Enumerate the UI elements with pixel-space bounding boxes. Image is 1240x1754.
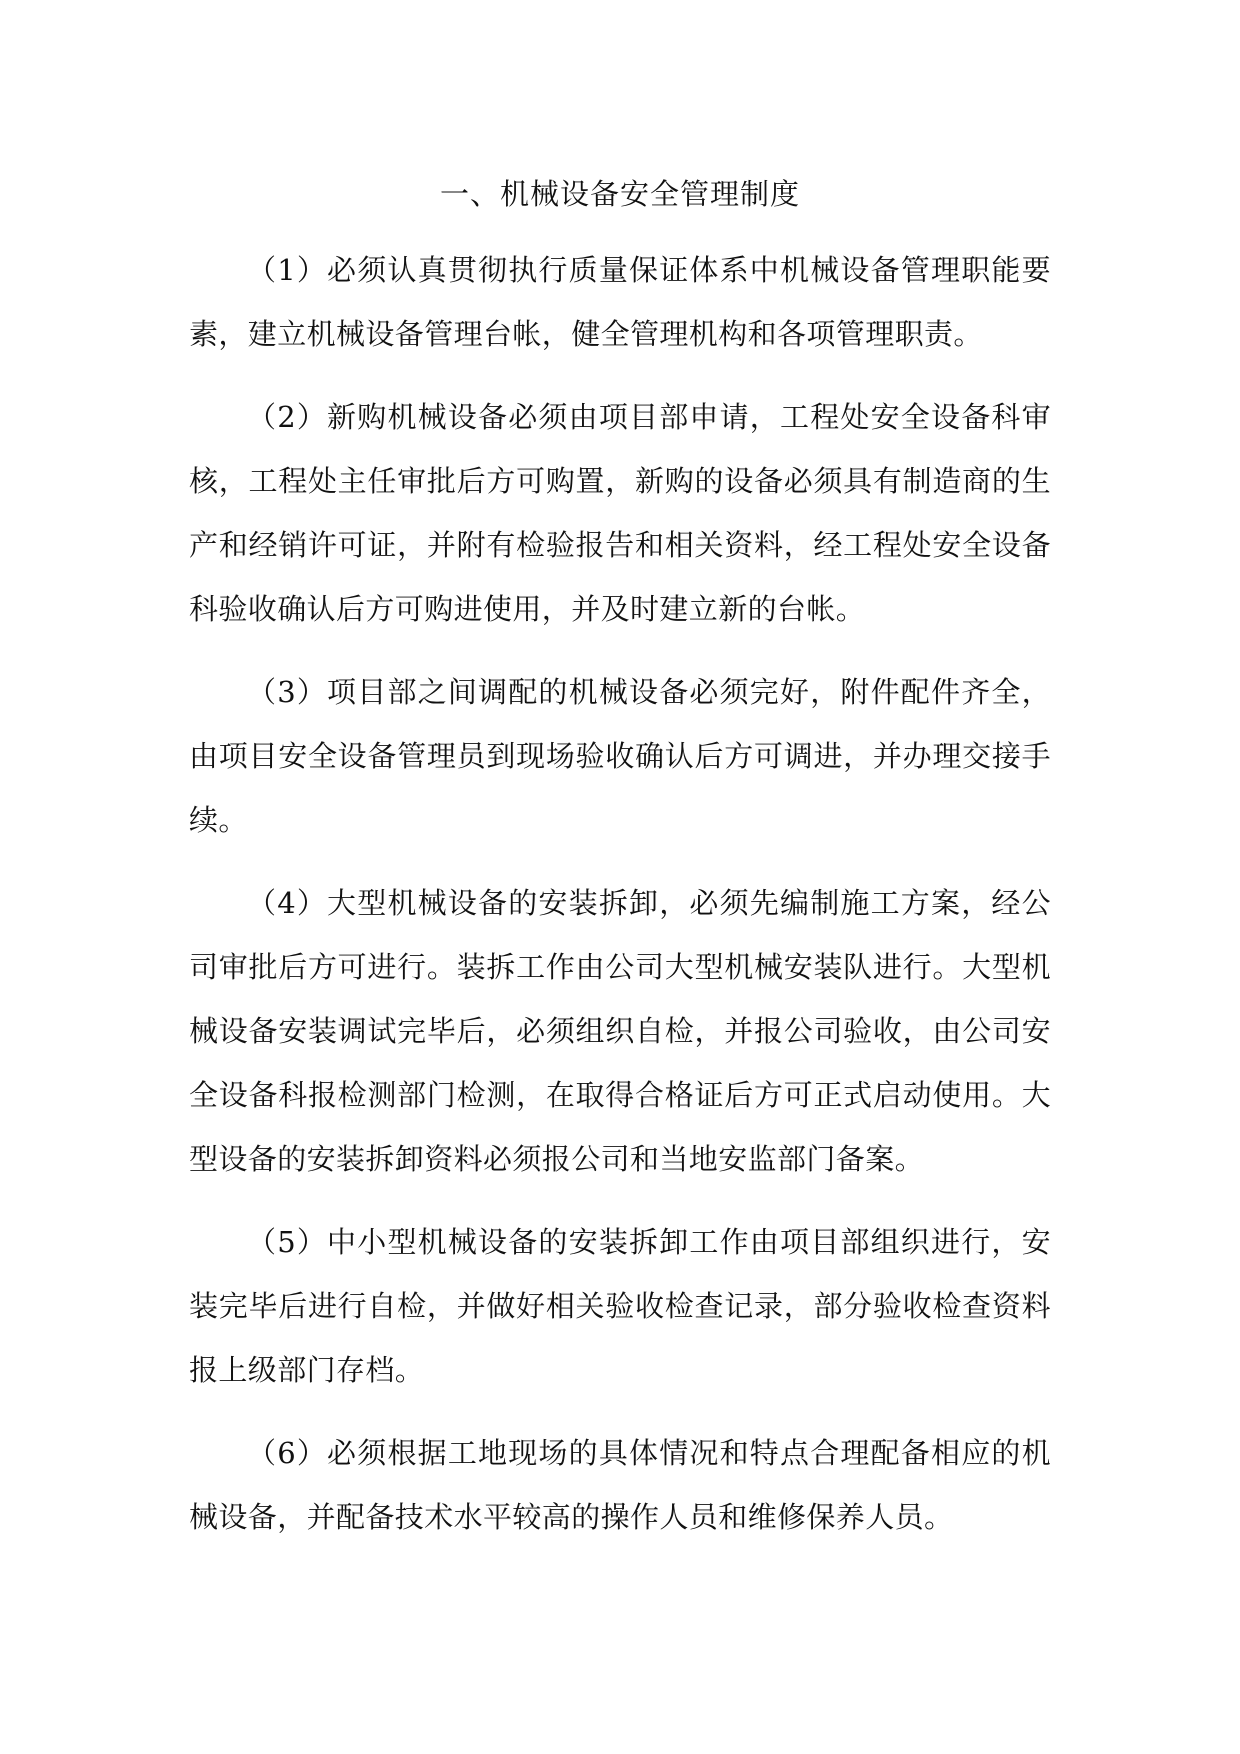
- paragraph-5: （5）中小型机械设备的安装拆卸工作由项目部组织进行，安装完毕后进行自检，并做好相关验收检查记录，部分验收检查资料报上级部门存档。: [189, 1225, 1051, 1387]
- paragraph-6: （6）必须根据工地现场的具体情况和特点合理配备相应的机械设备，并配备技术水平较高的操作人员和维修保养人员。: [189, 1436, 1051, 1534]
- paragraph-3: （3）项目部之间调配的机械设备必须完好，附件配件齐全，由项目安全设备管理员到现场验收确认后方可调进，并办理交接手续。: [189, 675, 1051, 837]
- paragraph-1: （1）必须认真贯彻执行质量保证体系中机械设备管理职能要素，建立机械设备管理台帐，健全管理机构和各项管理职责。: [189, 253, 1051, 351]
- paragraph-2: （2）新购机械设备必须由项目部申请，工程处安全设备科审核，工程处主任审批后方可购置，新购的设备必须具有制造商的生产和经销许可证，并附有检验报告和相关资料，经工程处安全设备科验收确认后方可购进使用，并及时建立新的台帐。: [189, 400, 1051, 626]
- document-title: 一、机械设备安全管理制度: [439, 177, 800, 211]
- paragraph-4: （4）大型机械设备的安装拆卸，必须先编制施工方案，经公司审批后方可进行。装拆工作由公司大型机械安装队进行。大型机械设备安装调试完毕后，必须组织自检，并报公司验收，由公司安全设备科报检测部门检测，在取得合格证后方可正式启动使用。大型设备的安装拆卸资料必须报公司和当地安监部门备案。: [189, 886, 1051, 1176]
- document-body: [189, 238, 1051, 1568]
